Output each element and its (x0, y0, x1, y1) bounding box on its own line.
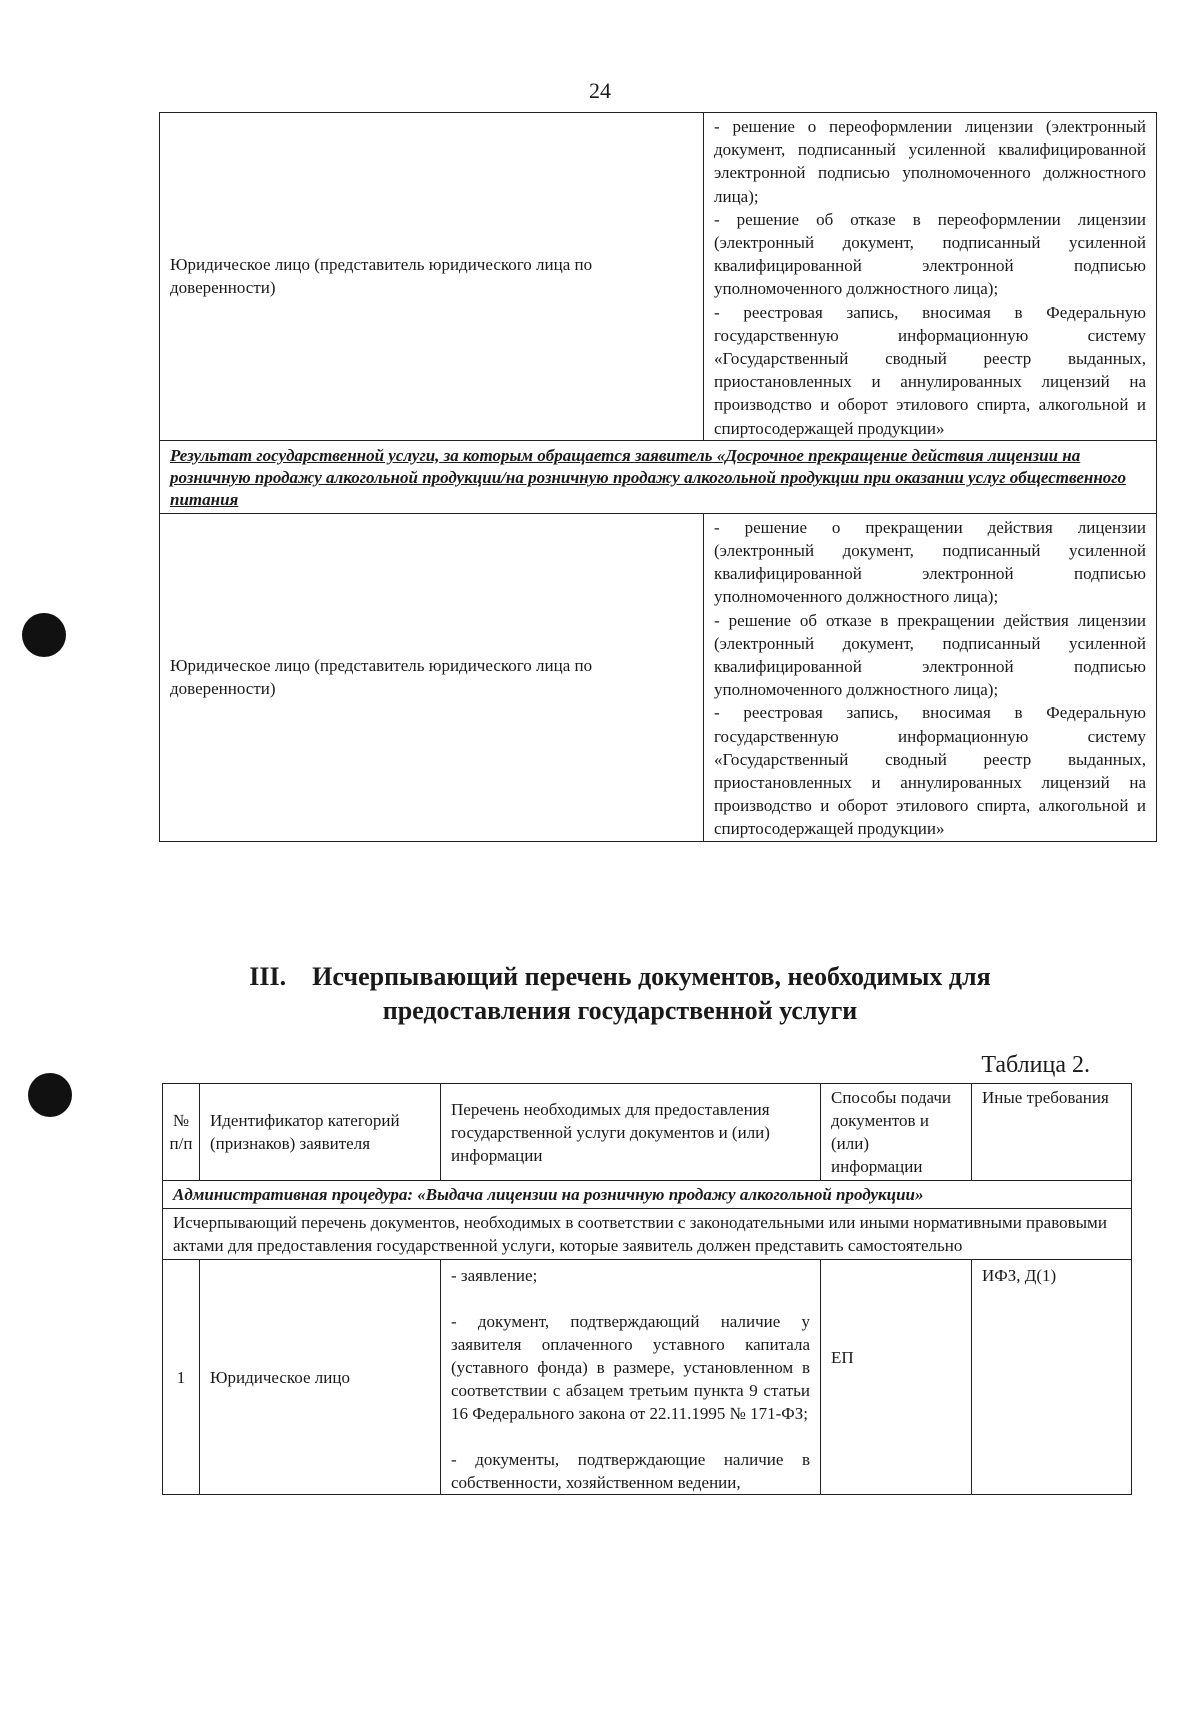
results-table (159, 112, 1157, 842)
doc-item: - документы, подтверждающие наличие в собственности, хозяйственном ведении, (451, 1450, 810, 1492)
result-item: - решение об отказе в прекращении действия лицензии (электронный документ, подписанный усиленной квалифицированной электронной подписью уполномоченного должностного лица); (714, 610, 1146, 700)
punch-hole (28, 1073, 72, 1117)
result-item: - реестровая запись, вносимая в Федеральную государственную информационную систему «Государственный сводный реестр выданных, приостановленных и аннулированных лицензий на производство и оборот этилового спирта, алкогольной и спиртосодержащей продукции» (714, 302, 1146, 438)
table-row (163, 1260, 1132, 1495)
section-title (160, 960, 1080, 1028)
header-ways: Способы подачи документов и (или) информации (821, 1084, 972, 1181)
result-item: - решение о переоформлении лицензии (электронный документ, подписанный усиленной квалифицированной электронной подписью уполномоченного должностного лица); (714, 117, 1146, 206)
punch-hole (22, 613, 66, 657)
table-row (160, 513, 1157, 841)
header-num: № п/п (163, 1084, 200, 1181)
results-cell (704, 513, 1157, 841)
doc-item: - документ, подтверждающий наличие у заявителя оплаченного уставного капитала (уставного фонда) в размере, установленном в соответствии с абзацем третьим пункта 9 статьи 16 Федерального закона от 22.11.1995 № 171-ФЗ; (451, 1312, 810, 1423)
header-documents: Перечень необходимых для предоставления государственной услуги документов и (или) информации (441, 1084, 821, 1181)
procedure-row: Административная процедура: «Выдача лицензии на розничную продажу алкогольной продукции» (163, 1181, 1132, 1209)
table-row (163, 1209, 1132, 1260)
documents-table (162, 1083, 1132, 1495)
result-heading-text: Результат государственной услуги, за которым обращается заявитель «Досрочное прекращение действия лицензии на розничную продажу алкогольной продукции/на розничную продажу алкогольной продукции при оказании услуг общественного питания (170, 445, 1127, 509)
section-number: III. (249, 962, 287, 991)
page-number: 24 (589, 78, 611, 103)
table-caption: Таблица 2. (981, 1052, 1090, 1078)
applicant-cell: Юридическое лицо (представитель юридического лица по доверенности) (160, 513, 704, 841)
table-row (163, 1181, 1132, 1209)
result-item: - решение об отказе в переоформлении лицензии (электронный документ, подписанный усиленной квалифицированной электронной подписью уполномоченного должностного лица); (714, 209, 1146, 299)
applicant-cell: Юридическое лицо (представитель юридического лица по доверенности) (160, 113, 704, 441)
row-ways: ЕП (821, 1260, 972, 1495)
result-item: - реестровая запись, вносимая в Федеральную государственную информационную систему «Государственный сводный реестр выданных, приостановленных и аннулированных лицензий на производство и оборот этилового спирта, алкогольной и спиртосодержащей продукции» (714, 703, 1146, 839)
row-other: ИФЗ, Д(1) (972, 1260, 1132, 1495)
note-row: Исчерпывающий перечень документов, необходимых в соответствии с законодательными или иными нормативными правовыми актами для предоставления государственной услуги, которые заявитель должен представить самостоятельно (163, 1209, 1132, 1260)
row-identifier: Юридическое лицо (200, 1260, 441, 1495)
row-number: 1 (163, 1260, 200, 1495)
result-heading (160, 440, 1157, 513)
results-cell (704, 113, 1157, 441)
result-item: - решение о прекращении действия лицензии (электронный документ, подписанный усиленной квалифицированной электронной подписью уполномоченного должностного лица); (714, 517, 1146, 607)
header-identifier: Идентификатор категорий (признаков) заявителя (200, 1084, 441, 1181)
table-row (160, 440, 1157, 513)
table-header-row (163, 1084, 1132, 1181)
table-row (160, 113, 1157, 441)
doc-item: - заявление; (451, 1266, 538, 1285)
section-title-text: Исчерпывающий перечень документов, необходимых для предоставления государственной услуги (312, 962, 991, 1025)
row-documents (441, 1260, 821, 1495)
header-other: Иные требования (972, 1084, 1132, 1181)
